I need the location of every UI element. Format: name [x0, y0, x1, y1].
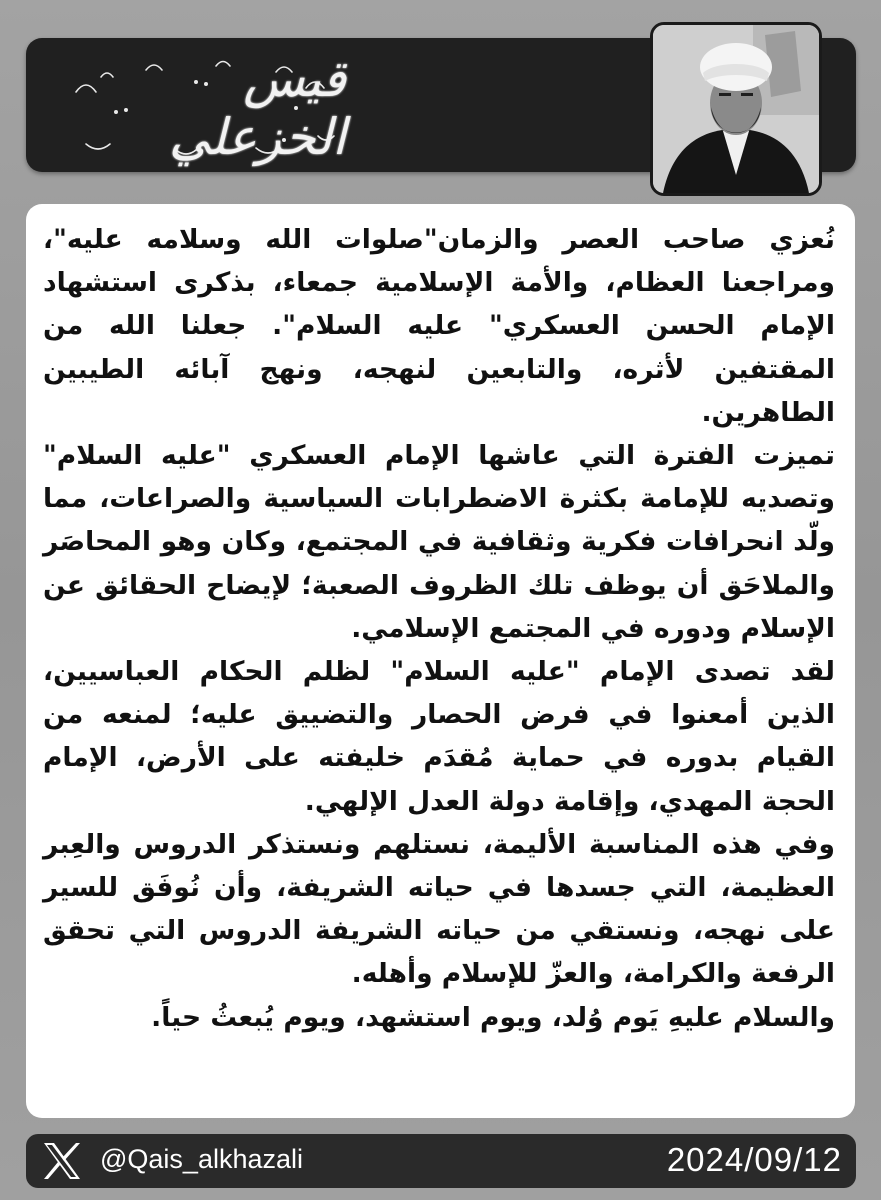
paragraph-3: لقد تصدى الإمام "عليه السلام" لظلم الحكام العباسيين، الذين أمعنوا في فرض الحصار والتضييق عليه؛ لمنعه من القيام بدوره في حماية مُقدَم خليفته على الأرض، الإمام الحجة المهدي، وإقامة دولة العدل الإلهي. [43, 656, 835, 817]
post-date: 2024/09/12 [666, 1141, 842, 1178]
portrait-image [653, 25, 819, 193]
calligraphy-logo [56, 50, 346, 166]
paragraph-4: وفي هذه المناسبة الأليمة، نستلهم ونستذكر الدروس والعِبر العظيمة، التي جسدها في حياته الشريفة، وأن نُوفَق للسير على نهجه، ونستقي من حياته الشريفة الدروس التي تحقق الرفعة والكرامة، والعزّ للإسلام وأهله. [43, 828, 835, 990]
paragraph-5: والسلام عليهِ يَوم وُلد، ويوم استشهد، ويوم يُبعثُ حياً. [151, 1001, 835, 1033]
account-handle[interactable]: @Qais_alkhazali [100, 1144, 304, 1174]
x-logo-icon[interactable] [38, 1139, 86, 1183]
header-banner [26, 38, 856, 172]
statement-text [43, 218, 835, 1039]
statement-card [26, 204, 855, 1118]
logo-text: قيس الخزعلي [168, 50, 346, 166]
paragraph-2: تميزت الفترة التي عاشها الإمام العسكري "عليه السلام" وتصديه للإمامة بكثرة الاضطرابات السياسية والصراعات، مما ولّد انحرافات فكرية وثقافية في المجتمع، وكان وهو المحاصَر والملاحَق أن يوظف تلك الظروف الصعبة؛ لإيضاح الحقائق عن الإسلام ودوره في المجتمع الإسلامي. [43, 440, 835, 644]
paragraph-1: نُعزي صاحب العصر والزمان"صلوات الله وسلامه عليه"، ومراجعنا العظام، والأمة الإسلامية جمعاء، بذكرى استشهاد الإمام الحسن العسكري" عليه السلام". جعلنا الله من المقتفين لأثره، والتابعين لنهجه، ونهج آبائه الطيبين الطاهرين. [43, 224, 835, 428]
footer-bar [26, 1134, 856, 1188]
portrait-photo [650, 22, 822, 196]
